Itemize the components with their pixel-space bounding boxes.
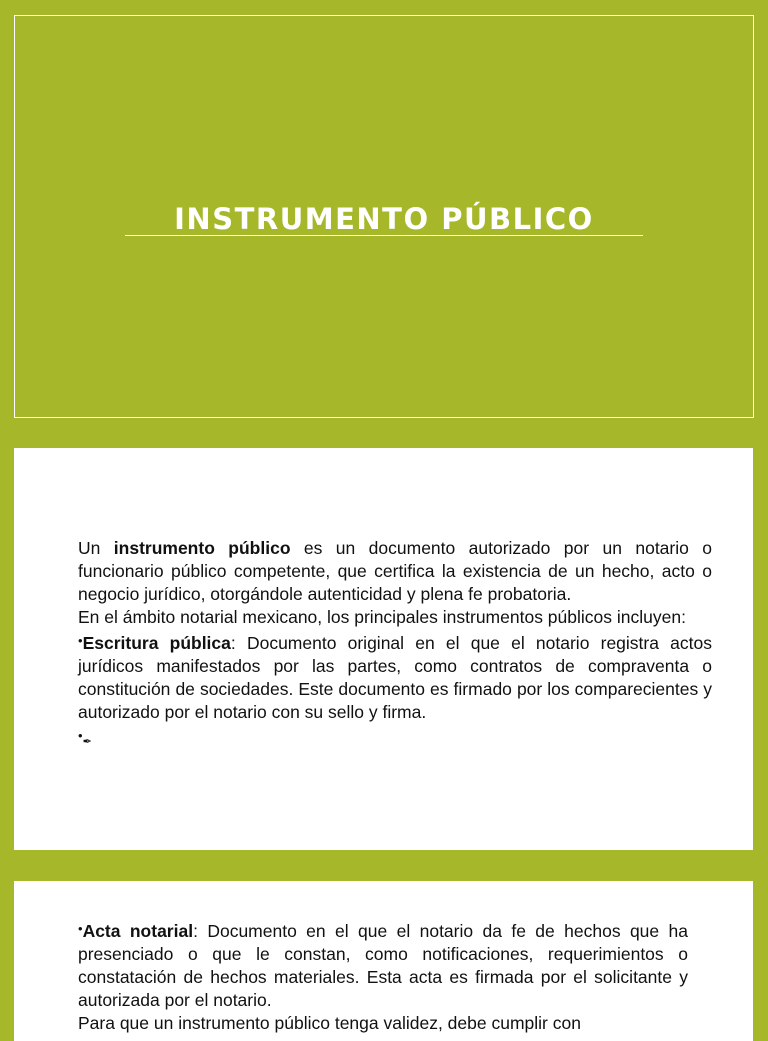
item-term: Acta notarial xyxy=(82,921,194,941)
content-slide-1 xyxy=(14,448,753,850)
list-item-acta xyxy=(78,917,688,1012)
title-slide xyxy=(14,15,754,418)
item-description: : Documento original en el que el notario registra actos jurídicos manifestados por las partes, como contratos de compraventa o constitución de sociedades. Este documento es firmado por los comparecientes y autorizado por el notario con su sello y firma. xyxy=(78,633,712,722)
pen-icon: ✒ xyxy=(82,736,92,748)
intro-term: instrumento público xyxy=(113,538,291,558)
content-slide-2 xyxy=(14,881,753,1041)
slide-title: INSTRUMENTO PÚBLICO xyxy=(174,202,594,236)
slide-body xyxy=(78,917,688,1035)
validity-paragraph: Para que un instrumento público tenga validez, debe cumplir con xyxy=(78,1013,581,1033)
bullet-icon: • xyxy=(78,633,83,648)
item-description: : Documento en el que el notario da fe de hechos que ha presenciado o que le constan, como notificaciones, requerimientos o constatación de hechos materiales. Esta acta es firmada por el solicitante y autorizada por el notario. xyxy=(78,921,688,1010)
item-term: Escritura pública xyxy=(82,633,231,653)
list-item-empty xyxy=(78,724,712,754)
context-paragraph: En el ámbito notarial mexicano, los principales instrumentos públicos incluyen: xyxy=(78,607,686,627)
bullet-icon: • xyxy=(78,921,83,936)
title-underline xyxy=(125,235,643,236)
list-item-escritura xyxy=(78,629,712,724)
intro-pre: Un xyxy=(78,538,114,558)
bullet-icon: • xyxy=(78,728,83,743)
intro-paragraph xyxy=(78,537,712,606)
slide-body xyxy=(78,537,712,754)
intro-rest: es un documento autorizado por un notario o funcionario público competente, que certifica la existencia de un hecho, acto o negocio jurídico, otorgándole autenticidad y plena fe probatoria. xyxy=(78,538,712,604)
